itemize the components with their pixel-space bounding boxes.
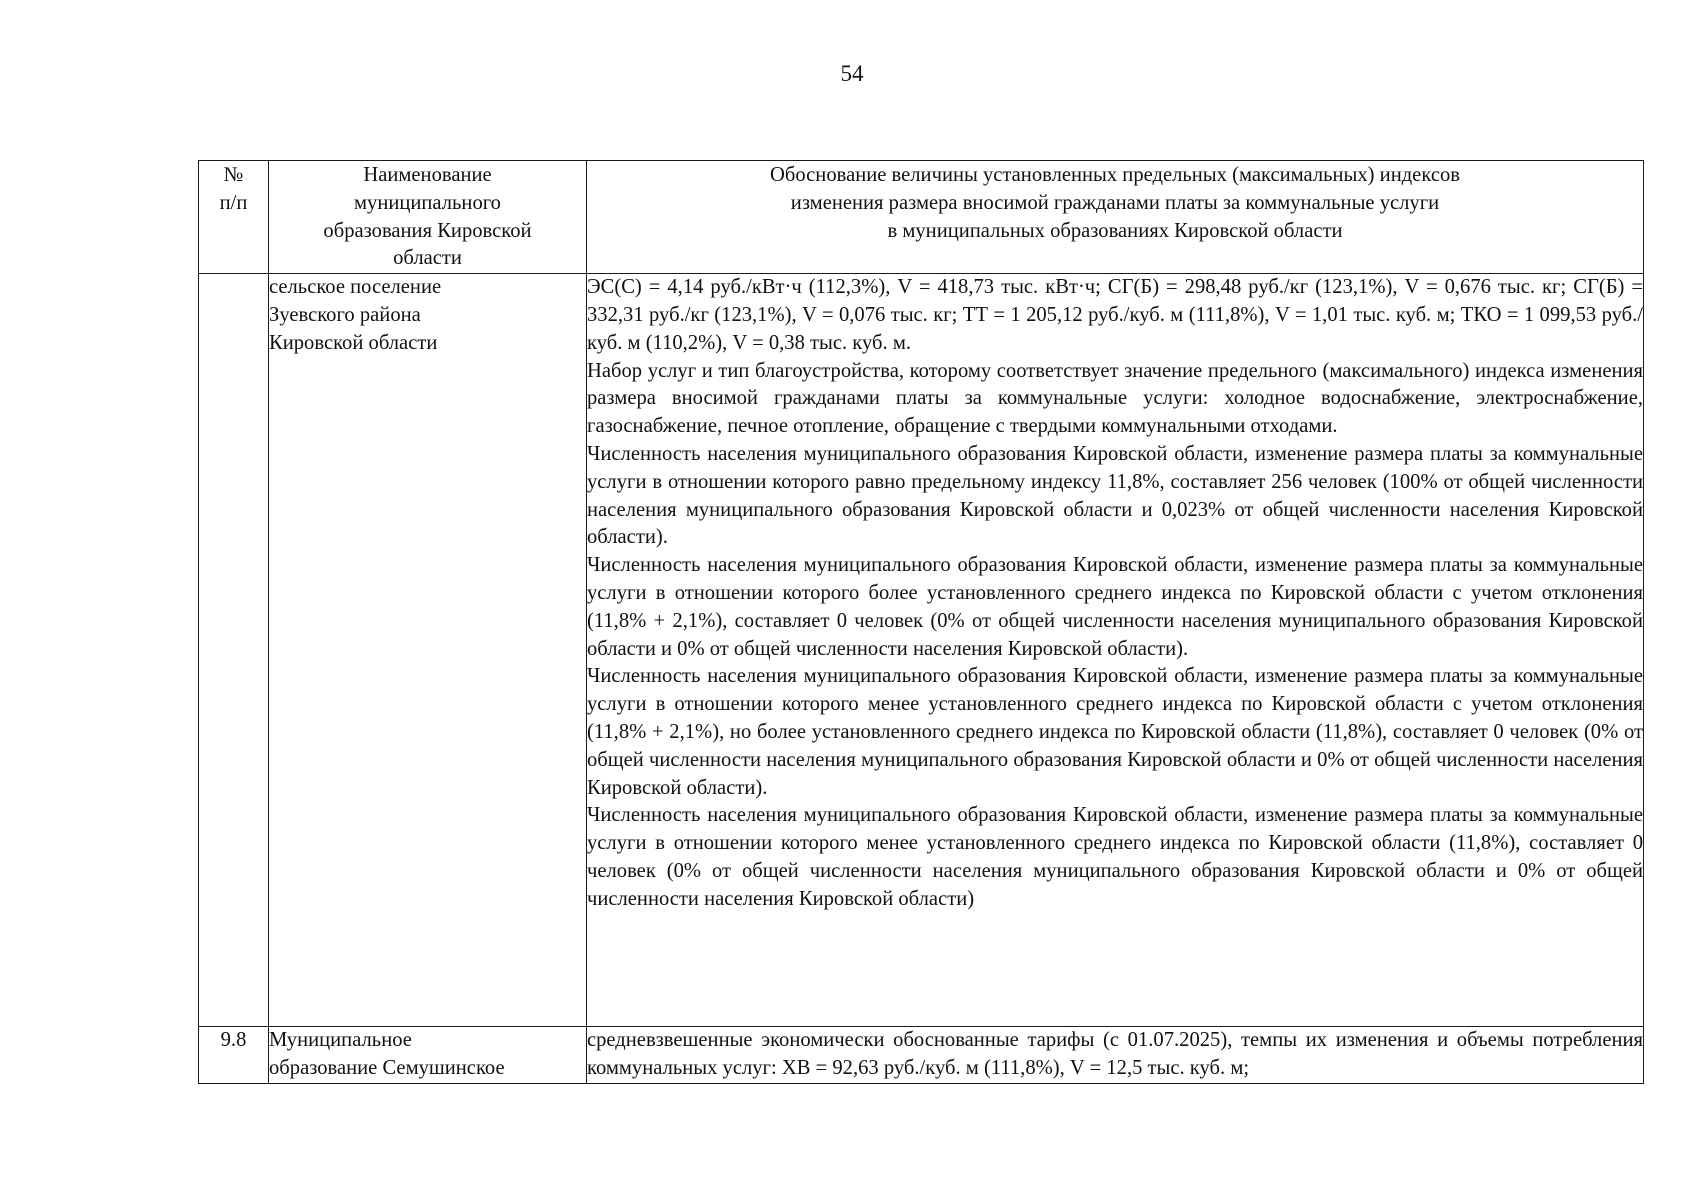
- header-justification-line: изменения размера вносимой гражданами платы за коммунальные услуги: [790, 191, 1440, 214]
- header-name-line: муниципального: [354, 191, 501, 214]
- header-number: [199, 161, 269, 274]
- municipality-name: [269, 274, 587, 1027]
- population-paragraph: Численность населения муниципального образования Кировской области, изменение размера платы за коммунальные услуги в отношении которого равно предельному индексу 11,8%, составляет 256 человек (100% от общей численности населения муниципального образования Кировской области и 0,023% от общей численности населения Кировской области).: [587, 442, 1643, 549]
- table-row: [199, 274, 1644, 1027]
- header-justification: [587, 161, 1644, 274]
- municipality-name-line: образование Семушинское: [269, 1056, 505, 1079]
- municipality-name-line: Зуевского района: [269, 303, 421, 326]
- header-name-line: Наименование: [363, 164, 492, 186]
- municipality-name-line: сельское поселение: [269, 276, 442, 299]
- header-municipality-name: [269, 161, 587, 274]
- header-name-line: области: [393, 247, 462, 270]
- header-justification-line: в муниципальных образованиях Кировской области: [887, 219, 1343, 242]
- municipality-name-line: Кировской области: [269, 331, 438, 354]
- header-justification-line: Обоснование величины установленных предельных (максимальных) индексов: [770, 164, 1460, 186]
- population-paragraph: Численность населения муниципального образования Кировской области, изменение размера платы за коммунальные услуги в отношении которого менее установленного среднего индекса по Кировской области (11,8%), составляет 0 человек (0% от общей численности населения муниципального образования Кировской области и 0% от общей численности населения Кировской области): [587, 804, 1643, 910]
- tariff-paragraph: средневзвешенные экономически обоснованные тарифы (с 01.07.2025), темпы их изменения и объемы потребления коммунальных услуг: ХВ = 92,63 руб./куб. м (111,8%), V = 12,5 тыс. куб. м;: [587, 1029, 1643, 1079]
- justification-text: [587, 274, 1644, 1027]
- municipality-name: [269, 1027, 587, 1084]
- tariff-paragraph: ЭС(С) = 4,14 руб./кВт·ч (112,3%), V = 418,73 тыс. кВт·ч; СГ(Б) = 298,48 руб./кг (123,1%), V = 0,676 тыс. кг; СГ(Б) = 332,31 руб./кг (123,1%), V = 0,076 тыс. кг; ТТ = 1 205,12 руб./куб. м (111,8%), V = 1,01 тыс. куб. м; ТКО = 1 099,53 руб./куб. м (110,2%), V = 0,38 тыс. куб. м.: [587, 276, 1643, 354]
- table-row: [199, 1027, 1644, 1084]
- population-paragraph: Численность населения муниципального образования Кировской области, изменение размера платы за коммунальные услуги в отношении которого более установленного среднего индекса по Кировской области с учетом отклонения (11,8% + 2,1%), составляет 0 человек (0% от общей численности населения муниципального образования Кировской области и 0% от общей численности населения Кировской области).: [587, 554, 1643, 660]
- header-number-line: п/п: [219, 191, 248, 214]
- page-number: 54: [840, 61, 864, 86]
- justification-text: [587, 1027, 1644, 1084]
- municipality-name-line: Муниципальное: [269, 1029, 412, 1052]
- header-number-line: №: [223, 164, 244, 186]
- services-paragraph: Набор услуг и тип благоустройства, которому соответствует значение предельного (максимального) индекса изменения размера вносимой гражданами платы за коммунальные услуги: холодное водоснабжение, электроснабжение, газоснабжение, печное отопление, обращение с твердыми коммунальными отходами.: [587, 359, 1643, 438]
- population-paragraph: Численность населения муниципального образования Кировской области, изменение размера платы за коммунальные услуги в отношении которого менее установленного среднего индекса по Кировской области с учетом отклонения (11,8% + 2,1%), но более установленного среднего индекса по Кировской области (11,8%), составляет 0 человек (0% от общей численности населения муниципального образования Кировской области и 0% от общей численности населения Кировской области).: [587, 665, 1643, 799]
- justification-table: [198, 160, 1644, 1084]
- row-number: [199, 274, 269, 1027]
- header-name-line: образования Кировской: [323, 219, 532, 242]
- table-header-row: [199, 161, 1644, 274]
- row-number: 9.8: [199, 1027, 269, 1084]
